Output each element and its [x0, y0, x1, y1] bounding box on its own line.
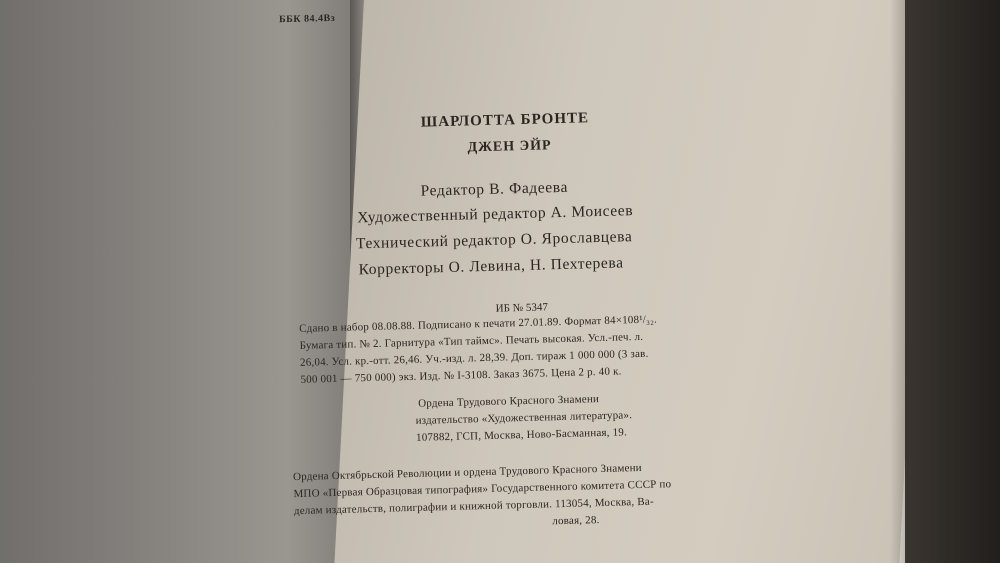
printer-line: делам издательств, полиграфии и книжной торговли. 113054, Москва, Ва- — [293, 495, 654, 518]
print-info-line: 500 001 — 750 000) экз. Изд. № I-3108. Заказ 3675. Цена 2 р. 40 к. — [300, 365, 622, 386]
credit-proofreaders: Корректоры О. Левина, Н. Пехтерева — [358, 254, 624, 279]
publisher-line: Ордена Трудового Красного Знамени — [418, 393, 600, 410]
printer-line: Ордена Октябрьской Революции и ордена Трудового Красного Знамени — [292, 461, 642, 484]
print-info-line: 26,04. Усл. кр.-отт. 26,46. Уч.-изд. л. 28,39. Доп. тираж 1 000 000 (3 зав. — [299, 347, 649, 369]
publisher-line: 107882, ГСП, Москва, Ново-Басманная, 19. — [415, 426, 628, 444]
printer-line: ловая, 28. — [552, 514, 600, 528]
print-info-line: Сдано в набор 08.08.88. Подписано к печати 27.01.89. Формат 84×108¹/₃₂. — [299, 313, 658, 335]
ib-number: ИБ № 5347 — [495, 301, 549, 315]
credit-art-editor: Художественный редактор А. Моисеев — [357, 202, 634, 227]
credit-editor: Редактор В. Фадеева — [420, 178, 569, 200]
bbk-code: ББК 84.4Вз — [278, 12, 336, 26]
book-title: ДЖЕН ЭЙР — [467, 138, 552, 156]
publisher-line: издательство «Художественная литература». — [415, 409, 633, 427]
printer-line: МПО «Первая Образцовая типография» Государственного комитета СССР по — [293, 478, 672, 501]
author-name: ШАРЛОТТА БРОНТЕ — [420, 110, 590, 131]
print-info-line: Бумага тип. № 2. Гарнитура «Тип таймс». Печать высокая. Усл.-печ. л. — [299, 330, 644, 352]
credit-tech-editor: Технический редактор О. Ярославцева — [355, 228, 633, 253]
